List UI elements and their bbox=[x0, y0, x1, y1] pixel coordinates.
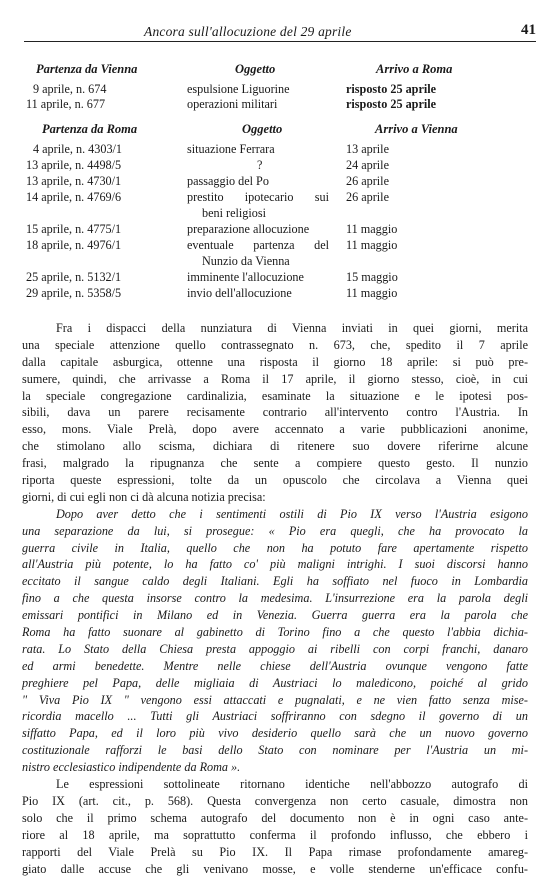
departure-cell: 15 aprile, n. 4775/1 bbox=[26, 222, 121, 237]
arrival-cell: risposto 25 aprile bbox=[346, 82, 436, 97]
subject-cell: operazioni militari bbox=[187, 97, 277, 112]
quote-line: siffatto Papa, ed il loro più vivo desiderio quello sarà che un nuovo governo bbox=[22, 725, 528, 742]
quote-line: fino a che questa insorse contro la medesima. L'insurrezione era la parola degli bbox=[22, 590, 528, 607]
subject-cell: eventuale partenza del bbox=[187, 238, 329, 253]
quote-line: eccitato il sangue caldo degli Italiani. Egli ha soffiato nel fuoco in Lombardia bbox=[22, 573, 528, 590]
column-header-subject: Oggetto bbox=[242, 122, 282, 137]
arrival-cell: 11 maggio bbox=[346, 238, 397, 253]
arrival-cell: 24 aprile bbox=[346, 158, 389, 173]
column-header-arrival: Arrivo a Roma bbox=[376, 62, 452, 77]
text-line: giorni, di cui egli non ci dà alcuna notizia precisa: bbox=[22, 489, 528, 506]
quote-line: all'Austria più potente, lo ha fatto co' più maligni intrighi. I suoi discorsi hanno bbox=[22, 556, 528, 573]
arrival-cell: risposto 25 aprile bbox=[346, 97, 436, 112]
quote-line: preghiere pel Papa, delle migliaia di Austriaci lo maledicono, poiché al grido bbox=[22, 675, 528, 692]
quote-line: Dopo aver detto che i sentimenti ostili di Pio IX verso l'Austria esigono bbox=[22, 506, 528, 523]
subject-cell: passaggio del Po bbox=[187, 174, 269, 189]
quote-line: rata. Lo Stato della Chiesa presta appoggio ai ribelli con corpi franchi, danaro bbox=[22, 641, 528, 658]
text-line: esso, mons. Viale Prelà, dopo avere accennato a varie pubblicazioni anonime, bbox=[22, 421, 528, 438]
departure-cell: 14 aprile, n. 4769/6 bbox=[26, 190, 121, 205]
column-header-departure: Partenza da Roma bbox=[42, 122, 137, 137]
text-line: Pio IX (art. cit., p. 568). Questa convergenza non certo casuale, dimostra non bbox=[22, 793, 528, 810]
subject-cell: preparazione allocuzione bbox=[187, 222, 309, 237]
subject-cell: ? bbox=[257, 158, 262, 173]
subject-cell: prestito ipotecario sui bbox=[187, 190, 329, 205]
page-number: 41 bbox=[521, 22, 536, 39]
text-line: riore al 18 aprile, ma soprattutto conferma il profondo influsso, che ebbero i bbox=[22, 827, 528, 844]
subject-cell: imminente l'allocuzione bbox=[187, 270, 304, 285]
quote-line: ricordia macello ... Tutti gli Austriaci soffriranno con sdegno il governo di un bbox=[22, 708, 528, 725]
quote-line: costituzionale rafforzi le basi dello Stato con nominare per l'Austria un mi- bbox=[22, 742, 528, 759]
arrival-cell: 26 aprile bbox=[346, 190, 389, 205]
departure-cell: 4 aprile, n. 4303/1 bbox=[33, 142, 122, 157]
text-line: riporta queste espressioni, tolte da un opuscolo che circolava a Vienna quei bbox=[22, 472, 528, 489]
quote-line: guerra civile in Italia, quello che non ha potuto fare apertamente rispetto bbox=[22, 540, 528, 557]
departure-cell: 13 aprile, n. 4498/5 bbox=[26, 158, 121, 173]
text-line: dalla capitale asburgica, ottenne una risposta il giorno 18 aprile: si può pre- bbox=[22, 354, 528, 371]
text-line: la speciale congregazione cardinalizia, esaminate la situazione e le ipotesi pos- bbox=[22, 388, 528, 405]
departure-cell: 25 aprile, n. 5132/1 bbox=[26, 270, 121, 285]
quote-line: " Viva Pio IX " vengono essi attaccati e pugnalati, e ne vien fatto senza mise- bbox=[22, 692, 528, 709]
arrival-cell: 11 maggio bbox=[346, 222, 397, 237]
departure-cell: 18 aprile, n. 4976/1 bbox=[26, 238, 121, 253]
quote-line: nistro ecclesiastico indipendente da Roma ». bbox=[22, 759, 528, 776]
column-header-departure: Partenza da Vienna bbox=[36, 62, 137, 77]
subject-cell: espulsione Liguorine bbox=[187, 82, 290, 97]
quote-line: ed armi benedette. Mentre nelle chiese dell'Austria ovunque vengono fatte bbox=[22, 658, 528, 675]
text-line: frasi, malgrado la ripugnanza che sente a compiere questo gesto. Il nunzio bbox=[22, 455, 528, 472]
subject-cell: situazione Ferrara bbox=[187, 142, 275, 157]
departure-cell: 11 aprile, n. 677 bbox=[26, 97, 105, 112]
text-line: Fra i dispacci della nunziatura di Vienna inviati in quei giorni, merita bbox=[22, 320, 528, 337]
column-header-arrival: Arrivo a Vienna bbox=[375, 122, 458, 137]
departure-cell: 13 aprile, n. 4730/1 bbox=[26, 174, 121, 189]
quote-line: emissari pontifici in Milano ed in Venezia. Guerra guerra era la parola che bbox=[22, 607, 528, 624]
quote-line: una separazione da lui, si prosegue: « Pio era quegli, che ha provocato la bbox=[22, 523, 528, 540]
arrival-cell: 11 maggio bbox=[346, 286, 397, 301]
subject-cell: invio dell'allocuzione bbox=[187, 286, 292, 301]
quote-line: Roma ha fatto suonare al gabinetto di Torino fino a che questo l'abbia dichia- bbox=[22, 624, 528, 641]
departure-cell: 9 aprile, n. 674 bbox=[33, 82, 106, 97]
text-line: rapporti del Viale Prelà su Pio IX. Il Papa rimase profondamente amareg- bbox=[22, 844, 528, 861]
text-line: Le espressioni sottolineate ritornano identiche nell'abbozzo autografo di bbox=[22, 776, 528, 793]
text-line: sibili, dava un parere recisamente contrario all'intervento contro l'Austria. In bbox=[22, 404, 528, 421]
text-line: giato dalle accuse che gli venivano mosse, e volle stenderne un'efficace confu- bbox=[22, 861, 528, 877]
text-line: sumere, quindi, che arrivasse a Roma il 17 aprile, il giorno stesso, cioè, in cui bbox=[22, 371, 528, 388]
running-title: Ancora sull'allocuzione del 29 aprile bbox=[144, 24, 352, 40]
text-line: una speciale attenzione quello contrassegnato n. 673, che, spedito il 7 aprile bbox=[22, 337, 528, 354]
arrival-cell: 15 maggio bbox=[346, 270, 398, 285]
arrival-cell: 13 aprile bbox=[346, 142, 389, 157]
arrival-cell: 26 aprile bbox=[346, 174, 389, 189]
subject-cell: beni religiosi bbox=[202, 206, 266, 221]
departure-cell: 29 aprile, n. 5358/5 bbox=[26, 286, 121, 301]
page-header bbox=[24, 22, 536, 42]
subject-cell: Nunzio da Vienna bbox=[202, 254, 290, 269]
text-line: che stimolano allo scisma, dichiara di ritenere suo dovere riferirne alcune bbox=[22, 438, 528, 455]
column-header-subject: Oggetto bbox=[235, 62, 275, 77]
body-text bbox=[22, 320, 528, 877]
header-rule bbox=[24, 41, 536, 42]
text-line: solo che il primo schema autografo del documento non è in ogni caso ante- bbox=[22, 810, 528, 827]
